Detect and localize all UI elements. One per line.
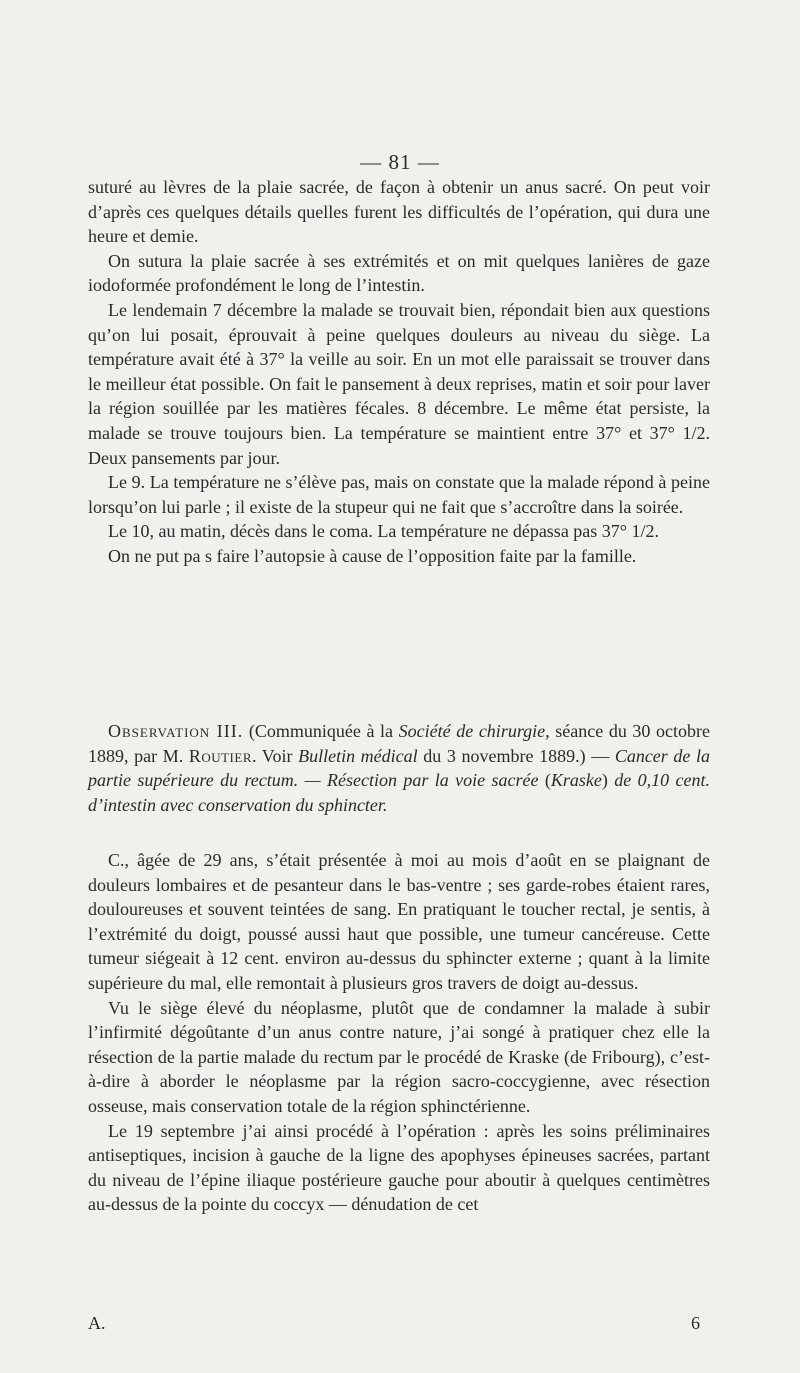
obs-italic: de 0,10 cent. d’intestin avec conservation du sphincter.: [88, 770, 711, 815]
observation-paragraph: [88, 719, 710, 817]
obs-italic: Kraske: [550, 770, 602, 791]
obs-italic: Bulletin médical: [298, 745, 418, 766]
case-narrative: [88, 175, 710, 569]
paragraph: Le 10, au matin, décès dans le coma. La température ne dépassa pas 37° 1/2.: [108, 521, 659, 542]
signature-mark-left: A.: [88, 1313, 106, 1333]
paragraph: On sutura la plaie sacrée à ses extrémités et on mit quelques lanières de gaze iodoformée profondément le long de l’intestin.: [88, 250, 710, 296]
paragraph: On ne put pa s faire l’autopsie à cause de l’opposition faite par la famille.: [108, 545, 637, 566]
obs-text: du 3 novembre 1889.) —: [417, 745, 615, 766]
paragraph: Le 9. La température ne s’élève pas, mais on constate que la malade répond à peine lorsqu’on lui parle ; il existe de la stupeur qui ne fait que s’accroître dans la soirée.: [88, 472, 710, 517]
obs-text: (Communiquée à la: [243, 721, 399, 741]
paragraph: suturé au lèvres de la plaie sacrée, de façon à obtenir un anus sacré. On peut voir d’après ces quelques détails quelles furent les difficultés de l’opération, qui dura une heure et demie.: [88, 177, 710, 247]
obs-italic: Cancer de la partie supérieure du rectum. — Résection par la voie sacrée: [88, 745, 711, 791]
obs-text: . Voir: [252, 745, 299, 766]
obs-text: séance du 30 octobre 1889, par M.: [88, 721, 711, 766]
observation-heading: [88, 719, 710, 817]
paragraph: Le lendemain 7 décembre la malade se trouvait bien, répondait bien aux questions qu’on lui posait, éprouvait à peine quelques douleurs au niveau du siège. La température avait été à 37° la veille au soir. En un mot elle paraissait se trouver dans le meilleur état possible. On fait le pansement à deux reprises, matin et soir pour laver la région souillée par les matières fécales. 8 décembre. Le même état persiste, la malade se trouve toujours bien. La température se maintient entre 37° et 37° 1/2. Deux pansements par jour.: [88, 299, 710, 468]
paragraph: Vu le siège élevé du néoplasme, plutôt que de condamner la malade à subir l’infirmité dégoûtante d’un anus contre nature, j’ai songé à pratiquer chez elle la résection de la partie malade du rectum par le procédé de Kraske (de Fribourg), c’est-à-dire à aborder le néoplasme par la région sacro-coccygienne, avec résection osseuse, mais conservation totale de la région sphinctérienne.: [88, 997, 710, 1116]
author-name: Routier: [188, 745, 252, 766]
observation-body: [88, 848, 710, 1217]
paragraph: C., âgée de 29 ans, s’était présentée à moi au mois d’août en se plaignant de douleurs lombaires et de pesanteur dans le bas-ventre ; ses garde-robes étaient rares, douloureuses et souvent teintées de sang. En pratiquant le toucher rectal, je sentis, à l’extrémité du doigt, poussé aussi haut que possible, une tumeur cancéreuse. Cette tumeur siégeait à 12 cent. environ au-dessus du sphincter externe ; quant à la limite supérieure du mal, elle remontait à plusieurs gros travers de doigt au-dessus.: [88, 850, 710, 993]
observation-label: Observation III.: [108, 721, 244, 741]
obs-italic: Société de chirurgie,: [398, 721, 550, 741]
obs-text: ): [601, 770, 615, 791]
paragraph: Le 19 septembre j’ai ainsi procédé à l’opération : après les soins préliminaires antiseptiques, incision à gauche de la ligne des apophyses épineuses sacrées, partant du niveau de l’épine iliaque postérieure gauche pour aboutir à quelques centimètres au-dessus de la pointe du coccyx — dénudation de cet: [88, 1120, 710, 1215]
obs-text: (: [538, 770, 551, 791]
page-number: — 81 —: [360, 150, 440, 174]
signature-mark-right: 6: [691, 1313, 700, 1333]
